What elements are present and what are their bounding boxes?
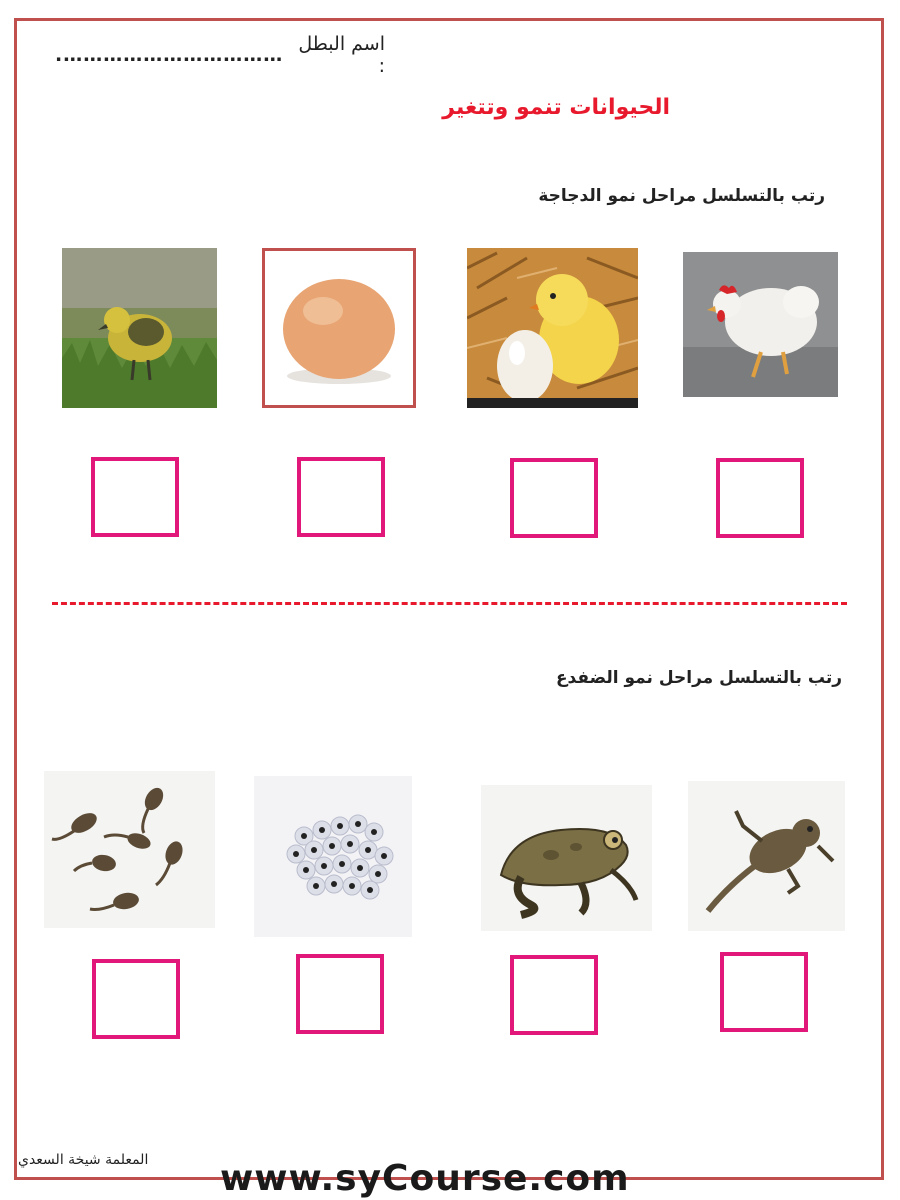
answer-box-chicken-3[interactable] — [510, 458, 598, 538]
egg-icon — [262, 248, 416, 408]
chicken-instruction: رتب بالتسلسل مراحل نمو الدجاجة — [538, 186, 825, 206]
name-label: اسم البطل : — [298, 33, 385, 77]
answer-box-frog-3[interactable] — [510, 955, 598, 1035]
answer-box-chicken-2[interactable] — [297, 457, 385, 537]
tadpoles-icon — [44, 771, 215, 928]
duckling-icon — [62, 248, 217, 408]
worksheet-title: الحيوانات تنمو وتتغير — [442, 95, 670, 120]
frog-instruction: رتب بالتسلسل مراحل نمو الضفدع — [555, 668, 842, 688]
answer-box-frog-4[interactable] — [720, 952, 808, 1032]
frog-eggs-icon — [254, 776, 412, 937]
answer-box-chicken-1[interactable] — [91, 457, 179, 537]
website-watermark: www.syCourse.com — [220, 1158, 630, 1199]
name-blank[interactable]: ……………………………. — [55, 44, 284, 66]
answer-box-frog-2[interactable] — [296, 954, 384, 1034]
frog-icon — [481, 785, 652, 931]
teacher-name: المعلمة شيخة السعدي — [18, 1152, 149, 1168]
student-name-line — [55, 33, 385, 77]
answer-box-chicken-4[interactable] — [716, 458, 804, 538]
section-divider — [52, 602, 847, 605]
hen-icon — [683, 252, 838, 397]
answer-box-frog-1[interactable] — [92, 959, 180, 1039]
froglet-icon — [688, 781, 845, 931]
chick-with-egg-icon — [467, 248, 638, 408]
